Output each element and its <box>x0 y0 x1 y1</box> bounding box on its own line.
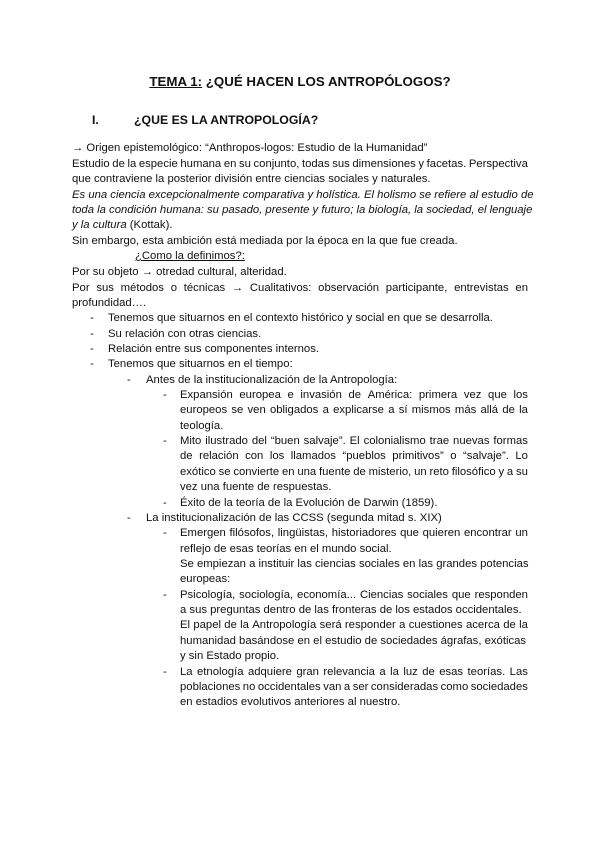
p2-line: Sin embargo, esta ambición está mediada por la época en la que fue creada. <box>72 235 458 247</box>
word: formas <box>493 435 528 447</box>
word: El <box>349 435 360 447</box>
word: especie <box>138 158 178 170</box>
word: la <box>519 404 528 416</box>
word: quieren <box>422 527 461 539</box>
sub-heading-inst: La institucionalización de las CCSS (segunda mitad s. XIX) <box>146 512 442 524</box>
word: → <box>231 282 244 294</box>
word: responden <box>474 589 528 601</box>
word: acerca <box>466 619 500 631</box>
word: una <box>297 466 317 478</box>
word: sus <box>332 158 350 170</box>
item-dash: - <box>163 497 167 509</box>
before-item-1-line <box>180 388 528 403</box>
word: ser <box>352 681 369 693</box>
word: colonialismo <box>363 435 426 447</box>
bullet-dash: - <box>90 312 94 324</box>
inst-item-2-line: humanidad basándose en el estudio de sociedades ágrafas, exóticas <box>180 635 527 647</box>
word: economía... <box>297 589 357 601</box>
title-number: TEMA 1: <box>149 74 203 89</box>
inst-item-1-line: reflejo de esas teorías en el mundo social. <box>180 543 392 555</box>
word: de <box>180 450 193 462</box>
word: entrevistas <box>454 282 509 294</box>
word: observación <box>318 282 380 294</box>
word: teorías. <box>467 666 506 678</box>
by-methods-line-2: profundidad…. <box>72 297 147 309</box>
word: Lo <box>515 450 528 462</box>
word: a <box>343 681 351 693</box>
by-methods-line-1 <box>72 281 528 296</box>
origin-line: → Origen epistemológico: “Anthropos-logos: Estudio de la Humanidad” <box>72 142 428 154</box>
word: la <box>127 158 137 170</box>
word: Emergen <box>180 527 226 539</box>
sub-bullet-dash: - <box>127 374 131 386</box>
word: y <box>418 158 425 170</box>
word: técnicas <box>183 282 226 294</box>
word: exótico <box>180 466 216 478</box>
before-item-3-line: Éxito de la teoría de la Evolución de Darwin (1859). <box>180 497 438 509</box>
inst-item-1-line: europeas: <box>180 573 231 585</box>
bullet-dash: - <box>90 328 94 340</box>
word: un <box>414 466 427 478</box>
word: luz <box>403 666 418 678</box>
word: de <box>224 619 237 631</box>
word: en <box>281 466 295 478</box>
word: poblaciones <box>180 681 241 693</box>
word: un <box>515 527 528 539</box>
word: dimensiones <box>352 158 416 170</box>
word: gran <box>296 666 319 678</box>
word: que <box>400 527 419 539</box>
word: relación <box>199 450 239 462</box>
inst-item-1-line: Se empiezan a instituir las ciencias sociales en las grandes potencias <box>180 558 529 570</box>
inst-item-2-line <box>180 588 528 603</box>
title-text: ¿QUÉ HACEN LOS ANTROPÓLOGOS? <box>202 74 451 89</box>
inst-item-2-line: a sus preguntas dentro de las fronteras de los estados occidentales. <box>180 604 522 616</box>
word: relevancia <box>323 666 375 678</box>
word: su <box>516 466 528 478</box>
before-item-1-line: teología. <box>180 420 224 432</box>
word: Mito <box>180 435 202 447</box>
word: en <box>223 158 237 170</box>
section-heading: ¿QUE ES LA ANTROPOLOGÍA? <box>134 113 319 127</box>
word: La <box>180 666 193 678</box>
word: van <box>323 681 342 693</box>
word: de <box>502 404 515 416</box>
word: obligados <box>269 404 319 416</box>
word: y <box>498 466 505 478</box>
bullet-item: Tenemos que situarnos en el contexto histórico y social en que se desarrolla. <box>108 312 493 324</box>
word: cuestiones <box>408 619 463 631</box>
word: se <box>231 404 244 416</box>
word: papel <box>193 619 221 631</box>
before-item-2-line <box>180 465 528 480</box>
inst-item-2-line <box>180 618 528 633</box>
inst-item-3-line <box>180 665 528 680</box>
bullet-dash: - <box>90 343 94 355</box>
sub-heading-before: Antes de la institucionalización de la Antropología: <box>146 374 398 386</box>
word: “salvaje”. <box>463 450 509 462</box>
quote-line-2: toda la condición humana: su pasado, presente y futuro; la biología, la sociedad, el lenguaje <box>72 204 533 216</box>
word: responder <box>344 619 396 631</box>
by-object-line: Por su objeto → otredad cultural, alteridad. <box>72 266 287 278</box>
word: o <box>170 282 177 294</box>
word: a <box>379 666 386 678</box>
word: será <box>319 619 342 631</box>
word: filósofos, <box>229 527 275 539</box>
word: a <box>399 619 406 631</box>
bullet-item: Su relación con otras ciencias. <box>108 328 262 340</box>
sub-bullet-dash: - <box>127 512 131 524</box>
word: su <box>238 158 251 170</box>
word: salvaje”. <box>303 435 346 447</box>
word: convierte <box>233 466 280 478</box>
word: a <box>506 466 514 478</box>
word: del <box>251 435 267 447</box>
word: El <box>180 619 191 631</box>
word: trae <box>429 435 450 447</box>
word: Psicología, <box>180 589 236 601</box>
word: se <box>218 466 231 478</box>
word: consideradas <box>370 681 439 693</box>
word: conjunto, <box>253 158 300 170</box>
word: occidentales <box>257 681 321 693</box>
word: Perspectiva <box>468 158 528 170</box>
word: esas <box>439 666 464 678</box>
item-dash: - <box>163 666 167 678</box>
word: “pueblos <box>342 450 386 462</box>
word: de <box>112 158 125 170</box>
word: en <box>515 282 528 294</box>
item-dash: - <box>163 389 167 401</box>
p1-line-2: que contraviene la posterior división entre ciencias sociales y naturales. <box>72 173 431 185</box>
word: ilustrado <box>205 435 248 447</box>
word: de <box>422 666 435 678</box>
page-title <box>0 74 600 89</box>
word: invasión <box>300 389 342 401</box>
word: la <box>390 666 399 678</box>
word: ven <box>247 404 266 416</box>
quote-citation: (Kottak). <box>126 219 173 231</box>
quote-end: y la cultura <box>72 219 127 231</box>
bullet-item: Tenemos que situarnos en el tiempo: <box>108 358 293 370</box>
word: vez <box>463 389 482 401</box>
word: explicarse <box>333 404 384 416</box>
bullet-item: Relación entre sus componentes internos. <box>108 343 319 355</box>
word: de <box>503 619 516 631</box>
bullet-dash: - <box>90 358 94 370</box>
word: más <box>454 404 477 416</box>
word: sociales <box>407 589 448 601</box>
define-heading: ¿Como la definimos?: <box>135 250 245 262</box>
word: adquiere <box>247 666 292 678</box>
before-item-1-line <box>180 403 528 418</box>
word: allá <box>480 404 499 416</box>
word: como <box>440 681 469 693</box>
item-dash: - <box>163 589 167 601</box>
inst-item-3-line <box>180 680 528 695</box>
word: participante, <box>385 282 448 294</box>
word: o <box>450 450 457 462</box>
inst-item-3-line: en estadios evolutivos anteriores al nuestro. <box>180 696 401 708</box>
word: Estudio <box>72 158 110 170</box>
word: sí <box>398 404 408 416</box>
word: que <box>451 589 471 601</box>
word: Ciencias <box>359 589 404 601</box>
word: europea <box>239 389 281 401</box>
word: misterio, <box>368 466 412 478</box>
quote-line-3 <box>72 218 172 233</box>
word: los <box>269 450 285 462</box>
word: primera <box>418 389 458 401</box>
word: América: <box>367 389 413 401</box>
word: de <box>348 389 362 401</box>
quote-line-1: Es una ciencia excepcionalmente comparativa y holística. El holismo se refiere al estudio de <box>72 189 534 201</box>
word: sus <box>96 282 114 294</box>
word: encontrar <box>463 527 512 539</box>
word: e <box>287 389 294 401</box>
item-dash: - <box>163 435 167 447</box>
word: lingüistas, <box>277 527 329 539</box>
word: no <box>242 681 256 693</box>
word: sociedades <box>470 681 528 693</box>
word: llamados <box>290 450 336 462</box>
word: la <box>240 619 249 631</box>
word: Antropología <box>252 619 317 631</box>
before-item-2-line <box>180 434 528 449</box>
word: a <box>322 404 329 416</box>
word: humana <box>180 158 222 170</box>
word: Las <box>509 666 528 678</box>
before-item-2-line: vez una fuente de respuestas. <box>180 481 332 493</box>
word: a <box>388 404 395 416</box>
word: que <box>488 389 507 401</box>
inst-item-2-line: y sin Estado propio. <box>180 650 280 662</box>
word: métodos <box>120 282 164 294</box>
word: nuevas <box>453 435 490 447</box>
word: etnología <box>197 666 244 678</box>
p1-line-1 <box>72 157 528 172</box>
word: mismos <box>411 404 451 416</box>
word: europeos <box>180 404 228 416</box>
word: filosófico <box>451 466 496 478</box>
word: primitivos” <box>392 450 444 462</box>
word: fuente <box>319 466 351 478</box>
word: reto <box>429 466 449 478</box>
word: con <box>245 450 264 462</box>
word: sociología, <box>239 589 294 601</box>
item-dash: - <box>163 527 167 539</box>
word: de <box>353 466 366 478</box>
word: historiadores <box>331 527 397 539</box>
word: Cualitativos: <box>249 282 312 294</box>
word: todas <box>301 158 330 170</box>
before-item-2-line <box>180 449 528 464</box>
section-numeral: I. <box>92 113 99 127</box>
word: la <box>519 619 528 631</box>
word: los <box>513 389 528 401</box>
inst-item-1-line <box>180 526 528 541</box>
word: Expansión <box>180 389 233 401</box>
word: “buen <box>270 435 300 447</box>
word: Por <box>72 282 90 294</box>
word: facetas. <box>426 158 467 170</box>
